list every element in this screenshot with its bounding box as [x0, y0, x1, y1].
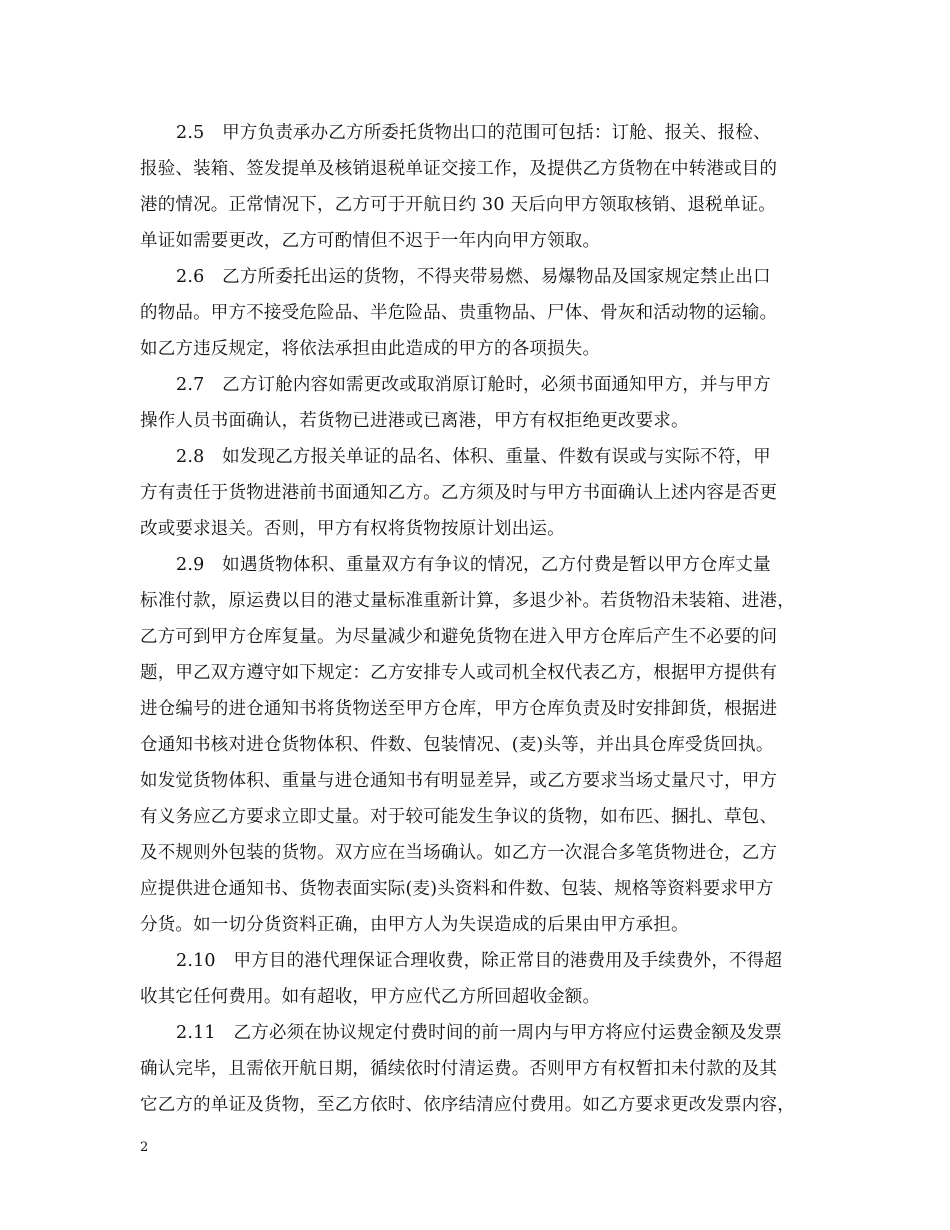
clause-2-9-line-11: 分货。如一切分货资料正确，由甲方人为失误造成的后果由甲方承担。: [140, 915, 689, 935]
clause-2-9-line-3: 乙方可到甲方仓库复量。为尽量减少和避免货物在进入甲方仓库后产生不必要的问: [140, 627, 778, 647]
clause-2-5-line-3: 港的情况。正常情况下，乙方可于开航日约 30 天后向甲方领取核销、退税单证。: [140, 195, 776, 215]
clause-2-9-line-8: 有义务应乙方要求立即丈量。对于较可能发生争议的货物，如布匹、捆扎、草包、: [140, 807, 778, 827]
clause-2-9-line-7: 如发觉货物体积、重量与进仓通知书有明显差异，或乙方要求当场丈量尺寸，甲方: [140, 771, 778, 791]
clause-2-6-line-2: 的物品。甲方不接受危险品、半危险品、贵重物品、尸体、骨灰和活动物的运输。: [140, 303, 778, 323]
clause-2-5-line-2: 报验、装箱、签发提单及核销退税单证交接工作，及提供乙方货物在中转港或目的: [140, 159, 778, 179]
clause-2-5-line-4: 单证如需要更改，乙方可酌情但不迟于一年内向甲方领取。: [140, 231, 601, 251]
clause-2-9-line-6: 仓通知书核对进仓货物体积、件数、包装情况、(麦)头等，并出具仓库受货回执。: [140, 735, 774, 755]
clause-2-8-line-2: 方有责任于货物进港前书面通知乙方。乙方须及时与甲方书面确认上述内容是否更: [140, 483, 778, 503]
clause-2-7-line-2: 操作人员书面确认，若货物已进港或已离港，甲方有权拒绝更改要求。: [140, 411, 689, 431]
document-body: [140, 115, 820, 1123]
clause-2-11-line-1: 2.11 乙方必须在协议规定付费时间的前一周内与甲方将应付运费金额及发票: [176, 1023, 783, 1043]
clause-2-9-line-1: 2.9 如遇货物体积、重量双方有争议的情况，乙方付费是暂以甲方仓库丈量: [176, 555, 771, 575]
clause-2-6-line-3: 如乙方违反规定，将依法承担由此造成的甲方的各项损失。: [140, 339, 601, 359]
clause-2-9-line-9: 及不规则外包装的货物。双方应在当场确认。如乙方一次混合多笔货物进仓，乙方: [140, 843, 778, 863]
page-number: 2: [140, 1140, 149, 1155]
clause-2-11-line-3: 它乙方的单证及货物，至乙方依时、依序结清应付费用。如乙方要求更改发票内容，: [140, 1095, 795, 1115]
clause-2-9-line-2: 标准付款，原运费以目的港丈量标准重新计算，多退少补。若货物沿未装箱、进港，: [140, 591, 795, 611]
clause-2-8-line-3: 改或要求退关。否则，甲方有权将货物按原计划出运。: [140, 519, 565, 539]
clause-2-6-line-1: 2.6 乙方所委托出运的货物，不得夹带易燃、易爆物品及国家规定禁止出口: [176, 267, 771, 287]
clause-2-11-line-2: 确认完毕，且需依开航日期，循续依时付清运费。否则甲方有权暂扣未付款的及其: [140, 1059, 778, 1079]
clause-2-8-line-1: 2.8 如发现乙方报关单证的品名、体积、重量、件数有误或与实际不符，甲: [176, 447, 771, 467]
clause-2-9-line-5: 进仓编号的进仓通知书将货物送至甲方仓库，甲方仓库负责及时安排卸货，根据进: [140, 699, 778, 719]
clause-2-7-line-1: 2.7 乙方订舱内容如需更改或取消原订舱时，必须书面通知甲方，并与甲方: [176, 375, 771, 395]
clause-2-10-line-1: 2.10 甲方目的港代理保证合理收费，除正常目的港费用及手续费外，不得超: [176, 951, 783, 971]
clause-2-9-line-4: 题，甲乙双方遵守如下规定：乙方安排专人或司机全权代表乙方，根据甲方提供有: [140, 663, 778, 683]
clause-2-10-line-2: 收其它任何费用。如有超收，甲方应代乙方所回超收金额。: [140, 987, 601, 1007]
clause-2-9-line-10: 应提供进仓通知书、货物表面实际(麦)头资料和件数、包装、规格等资料要求甲方: [140, 879, 774, 899]
clause-2-5-line-1: 2.5 甲方负责承办乙方所委托货物出口的范围可包括：订舱、报关、报检、: [176, 123, 771, 143]
